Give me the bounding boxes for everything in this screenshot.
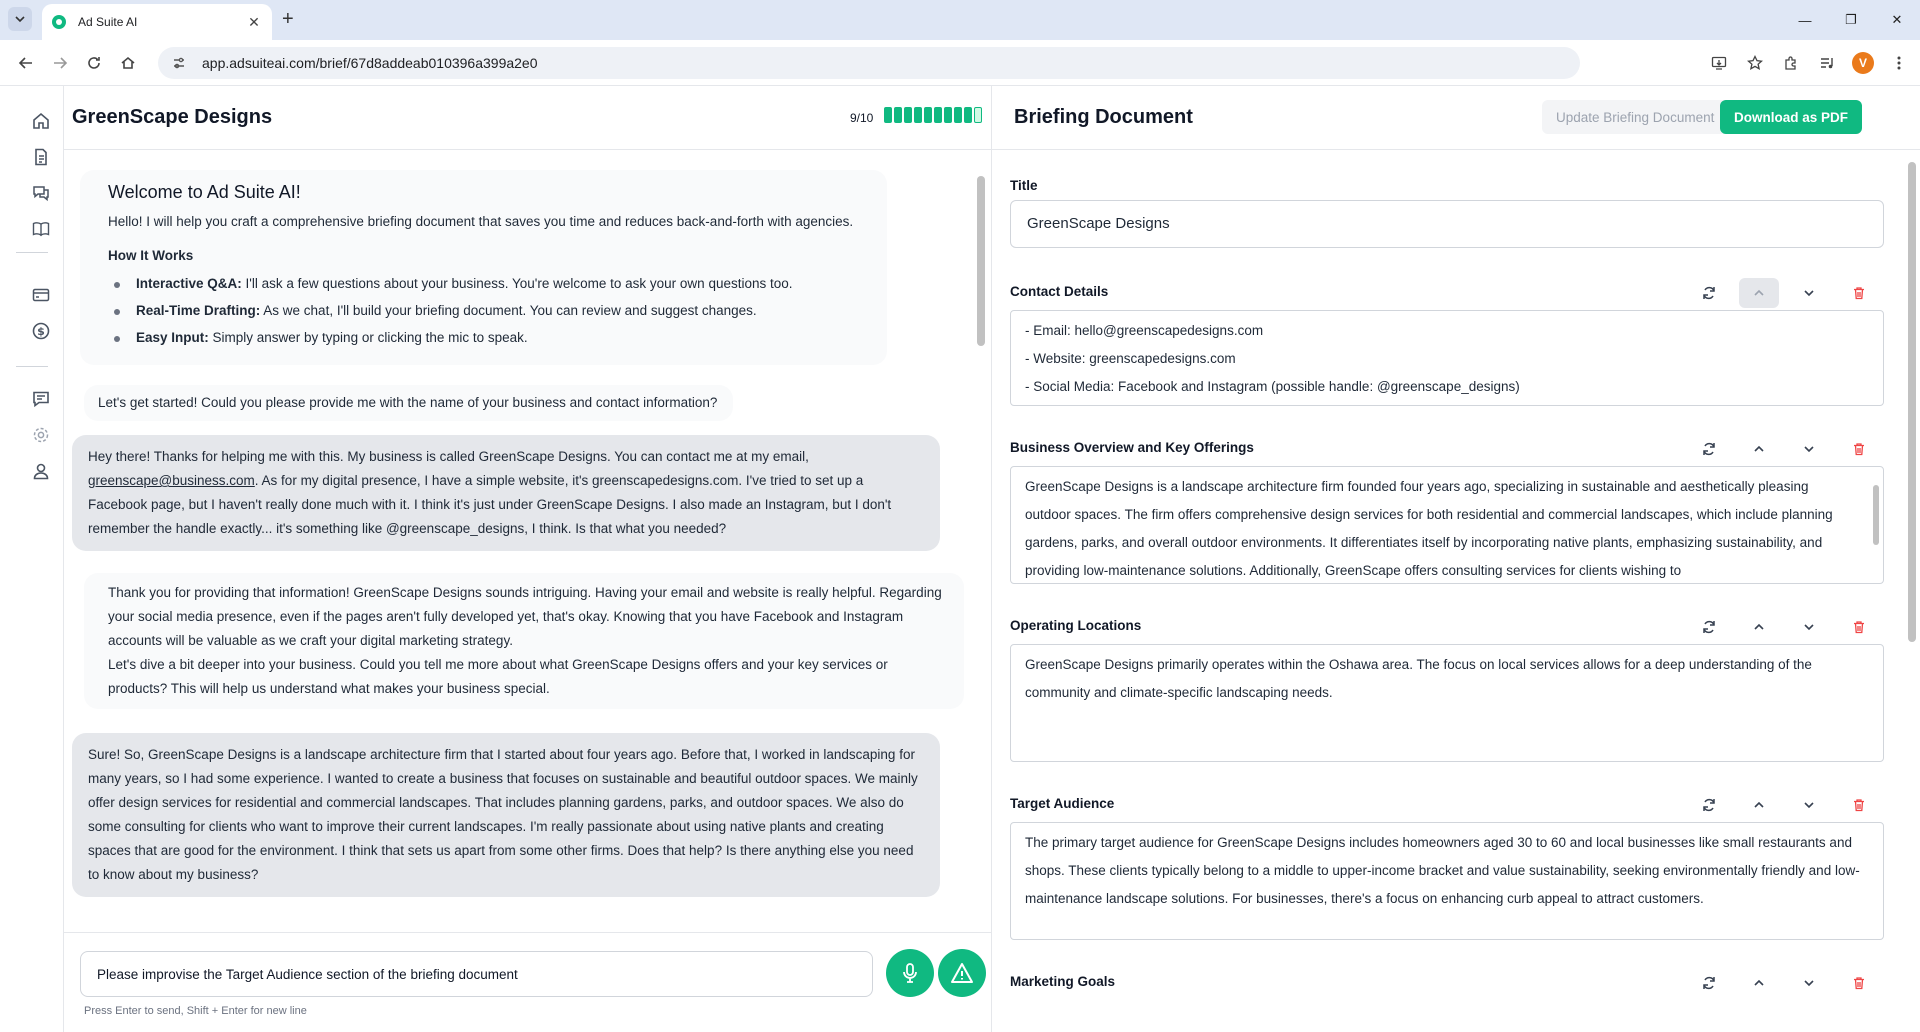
bullet-bold: Real-Time Drafting:	[136, 303, 261, 318]
delete-trash-icon[interactable]	[1834, 790, 1884, 820]
media-controls-icon[interactable]	[1816, 52, 1838, 74]
site-info-icon[interactable]	[172, 55, 188, 71]
chat-header	[64, 86, 991, 150]
reload-icon	[86, 55, 102, 71]
user-profile-icon[interactable]	[30, 460, 52, 482]
section-toolbar	[1684, 968, 1884, 998]
book-nav-icon[interactable]	[30, 218, 52, 240]
how-it-works-heading: How It Works	[108, 248, 194, 263]
download-pdf-button[interactable]: Download as PDF	[1720, 100, 1862, 134]
dollar-nav-icon[interactable]	[30, 320, 52, 342]
move-up-icon[interactable]	[1734, 612, 1784, 642]
goals-section	[1010, 974, 1884, 994]
chat-title: GreenScape Designs	[72, 106, 273, 128]
move-down-icon[interactable]	[1784, 434, 1834, 464]
profile-avatar[interactable]: V	[1852, 52, 1874, 74]
bullet-bold: Interactive Q&A:	[136, 276, 242, 291]
arrow-left-icon	[18, 55, 34, 71]
message-text: Hey there! Thanks for helping me with this. My business is called GreenScape Designs. You can contact me at my email,	[88, 449, 809, 464]
scroll-thumb[interactable]	[1873, 485, 1879, 545]
how-it-works-list	[108, 272, 871, 350]
progress-segment	[914, 107, 922, 123]
assistant-message	[84, 573, 964, 709]
title-section	[1010, 178, 1884, 248]
section-label: Contact Details	[1010, 284, 1109, 299]
section-toolbar	[1684, 434, 1884, 464]
favicon-icon	[52, 15, 66, 29]
briefing-panel	[992, 86, 1920, 1032]
home-nav-icon[interactable]	[30, 110, 52, 132]
chevron-down-icon	[14, 13, 26, 25]
delete-trash-icon[interactable]	[1834, 612, 1884, 642]
progress-bar	[884, 107, 982, 123]
overview-text: GreenScape Designs is a landscape architecture firm founded four years ago, specializing in sustainable and aesthetically pleasing outdoor spaces. The firm offers comprehensive design services for both residential and commercial landscapes, which include planning gardens, parks, and overall outdoor environments. It differentiates itself by incorporating native plants, emphasizing sustainability, and providing low-maintenance solutions. Additionally, GreenScape offers consulting services for clients wishing to	[1025, 479, 1833, 578]
url-field[interactable]	[158, 47, 1580, 79]
move-down-icon[interactable]	[1784, 278, 1834, 308]
arrow-right-icon	[52, 55, 68, 71]
move-down-icon[interactable]	[1784, 968, 1834, 998]
overview-field[interactable]	[1010, 466, 1884, 584]
move-up-icon[interactable]	[1734, 968, 1784, 998]
section-label: Business Overview and Key Offerings	[1010, 440, 1254, 455]
address-bar	[0, 40, 1920, 86]
progress-segment	[934, 107, 942, 123]
send-button[interactable]	[938, 949, 986, 997]
section-toolbar	[1684, 790, 1884, 820]
message-text: Thank you for providing that information! GreenScape Designs sounds intriguing. Having your email and website is really helpful. Regarding your social media presence, even if the pages aren't fully developed yet, that's okay. Knowing that you have Facebook and Instagram accounts will be valuable as we craft your digital marketing strategy.	[108, 585, 942, 648]
restore-icon[interactable]: ❐	[1845, 12, 1857, 27]
browser-tab-bar	[0, 0, 1920, 40]
briefing-body	[992, 150, 1902, 1032]
welcome-intro: Hello! I will help you craft a comprehensive briefing document that saves you time and reduces back-and-forth with agencies.	[108, 214, 854, 229]
message-text: Let's dive a bit deeper into your business. Could you tell me more about what GreenScape Designs offers and your key services or products? This will help us understand what makes your business special.	[108, 657, 888, 696]
locations-text: GreenScape Designs primarily operates within the Oshawa area. The focus on local services allows for a deep understanding of the community and climate-specific landscaping needs.	[1025, 657, 1812, 700]
contact-line: - Social Media: Facebook and Instagram (possible handle: @greenscape_designs)	[1025, 379, 1520, 394]
delete-trash-icon[interactable]	[1834, 278, 1884, 308]
scroll-thumb[interactable]	[977, 176, 985, 346]
progress-segment	[974, 107, 982, 123]
audience-section	[1010, 796, 1884, 940]
forward-button[interactable]	[44, 47, 76, 79]
target-audience-field[interactable]	[1010, 822, 1884, 940]
welcome-message	[80, 170, 887, 365]
bullet-text: Simply answer by typing or clicking the mic to speak.	[208, 330, 528, 345]
section-label: Operating Locations	[1010, 618, 1142, 633]
url-text: app.adsuiteai.com/brief/67d8addeab010396a399a2e0	[202, 55, 538, 71]
microphone-icon	[900, 962, 920, 984]
browser-toolbar-icons	[1708, 47, 1910, 79]
tab-search-button[interactable]	[8, 7, 32, 31]
regenerate-icon[interactable]	[1684, 278, 1734, 308]
progress-segment	[904, 107, 912, 123]
progress-segment	[964, 107, 972, 123]
list-item	[108, 326, 871, 350]
message-input[interactable]: Please improvise the Target Audience section of the briefing document	[80, 951, 873, 997]
minimize-icon[interactable]: —	[1798, 12, 1812, 28]
new-tab-button[interactable]: +	[282, 8, 294, 30]
svg-text:$: $	[37, 325, 45, 338]
move-up-icon[interactable]	[1734, 434, 1784, 464]
left-nav-rail	[0, 86, 64, 1032]
progress-segment	[894, 107, 902, 123]
audience-text: The primary target audience for GreenScape Designs includes homeowners aged 30 to 60 and local businesses like small restaurants and shops. These clients typically belong to a middle to upper-income bracket and value sustainability, seeking environmentally friendly and low-maintenance landscape solutions. For businesses, there's a focus on enhancing curb appeal to attract customers.	[1025, 835, 1860, 906]
title-input[interactable]: GreenScape Designs	[1010, 200, 1884, 248]
user-message	[72, 435, 940, 551]
bookmark-star-icon[interactable]	[1744, 52, 1766, 74]
user-message: Sure! So, GreenScape Designs is a landscape architecture firm that I started about four years ago. Before that, I worked in landscaping for many years, so I had some experience. I wanted to create a business that focuses on sustainable and beautiful outdoor spaces. We mainly offer design services for residential and commercial landscapes. That includes planning gardens, parks, and outdoor spaces. We also do some consulting for clients who want to improve their current landscapes. I'm really passionate about using native plants and creating spaces that are good for the environment. I think that sets us apart from some other firms. Does that help? Is there anything else you need to know about my business?	[72, 733, 940, 897]
delete-trash-icon[interactable]	[1834, 968, 1884, 998]
message-text: . As for my digital presence, I have a simple website, it's greenscapedesigns.com. I've tried to set up a Facebook page, but I haven't really done much with it. I think it's just under GreenScape Designs. I also made an Instagram, but I don't remember the handle exactly... it's something like @greenscape_designs, I think. Is that what you needed?	[88, 473, 892, 536]
contact-section	[1010, 284, 1884, 406]
home-button[interactable]	[112, 47, 144, 79]
home-icon	[120, 55, 136, 71]
scroll-thumb[interactable]	[1908, 162, 1916, 642]
briefing-header	[992, 86, 1920, 150]
chat-scrollbar[interactable]	[977, 166, 985, 926]
browser-tab[interactable]	[42, 4, 272, 40]
regenerate-icon[interactable]	[1684, 790, 1734, 820]
progress-segment	[944, 107, 952, 123]
close-window-icon[interactable]: ✕	[1891, 12, 1903, 27]
assistant-message: Let's get started! Could you please provide me with the name of your business and contact information?	[84, 385, 733, 421]
progress-counter: 9/10	[850, 111, 874, 125]
bullet-text: I'll ask a few questions about your business. You're welcome to ask your own questions too.	[241, 276, 793, 291]
welcome-title: Welcome to Ad Suite AI!	[108, 182, 301, 202]
section-label: Target Audience	[1010, 796, 1115, 811]
browser-menu-icon[interactable]	[1888, 52, 1910, 74]
regenerate-icon[interactable]	[1684, 612, 1734, 642]
window-controls	[1782, 0, 1920, 40]
rail-divider	[16, 366, 48, 367]
contact-details-field[interactable]	[1010, 310, 1884, 406]
send-triangle-icon	[950, 962, 974, 984]
app-root	[0, 86, 1920, 1032]
regenerate-icon[interactable]	[1684, 968, 1734, 998]
progress-segment	[954, 107, 962, 123]
contact-line: - Email: hello@greenscapedesigns.com	[1025, 323, 1264, 338]
rail-divider	[16, 252, 48, 253]
progress-segment	[884, 107, 892, 123]
list-item	[108, 299, 871, 323]
contact-line: - Website: greenscapedesigns.com	[1025, 351, 1236, 366]
back-button[interactable]	[10, 47, 42, 79]
section-label: Title	[1010, 178, 1038, 193]
regenerate-icon[interactable]	[1684, 434, 1734, 464]
operating-locations-field[interactable]	[1010, 644, 1884, 762]
bullet-bold: Easy Input:	[136, 330, 209, 345]
credit-card-nav-icon[interactable]	[30, 284, 52, 306]
locations-section	[1010, 618, 1884, 762]
progress-segment	[924, 107, 932, 123]
close-tab-icon[interactable]: ✕	[248, 13, 260, 30]
update-briefing-button[interactable]: Update Briefing Document	[1542, 100, 1728, 134]
tab-title: Ad Suite AI	[78, 15, 138, 29]
move-down-icon[interactable]	[1784, 790, 1834, 820]
composer-hint: Press Enter to send, Shift + Enter for new line	[84, 1005, 307, 1017]
composer	[64, 932, 991, 1032]
move-down-icon[interactable]	[1784, 612, 1834, 642]
reload-button[interactable]	[78, 47, 110, 79]
chat-panel	[64, 86, 992, 1032]
move-up-icon[interactable]	[1734, 790, 1784, 820]
briefing-scrollbar[interactable]	[1908, 162, 1916, 1032]
extensions-icon[interactable]	[1780, 52, 1802, 74]
message-list[interactable]	[64, 150, 991, 932]
delete-trash-icon[interactable]	[1834, 434, 1884, 464]
bullet-text: As we chat, I'll build your briefing document. You can review and suggest changes.	[260, 303, 757, 318]
overview-scrollbar[interactable]	[1871, 469, 1881, 581]
briefing-title: Briefing Document	[1014, 106, 1193, 128]
overview-section	[1010, 440, 1884, 584]
chat-bubbles-nav-icon[interactable]	[30, 182, 52, 204]
section-toolbar	[1684, 612, 1884, 642]
install-app-icon[interactable]	[1708, 52, 1730, 74]
microphone-button[interactable]	[886, 949, 934, 997]
move-up-icon[interactable]	[1739, 278, 1779, 308]
section-label: Marketing Goals	[1010, 974, 1116, 989]
document-nav-icon[interactable]	[30, 146, 52, 168]
list-item	[108, 272, 871, 296]
feedback-nav-icon[interactable]	[30, 388, 52, 410]
settings-gear-icon[interactable]	[30, 424, 52, 446]
email-link[interactable]: greenscape@business.com	[88, 473, 255, 488]
section-toolbar	[1684, 278, 1884, 308]
